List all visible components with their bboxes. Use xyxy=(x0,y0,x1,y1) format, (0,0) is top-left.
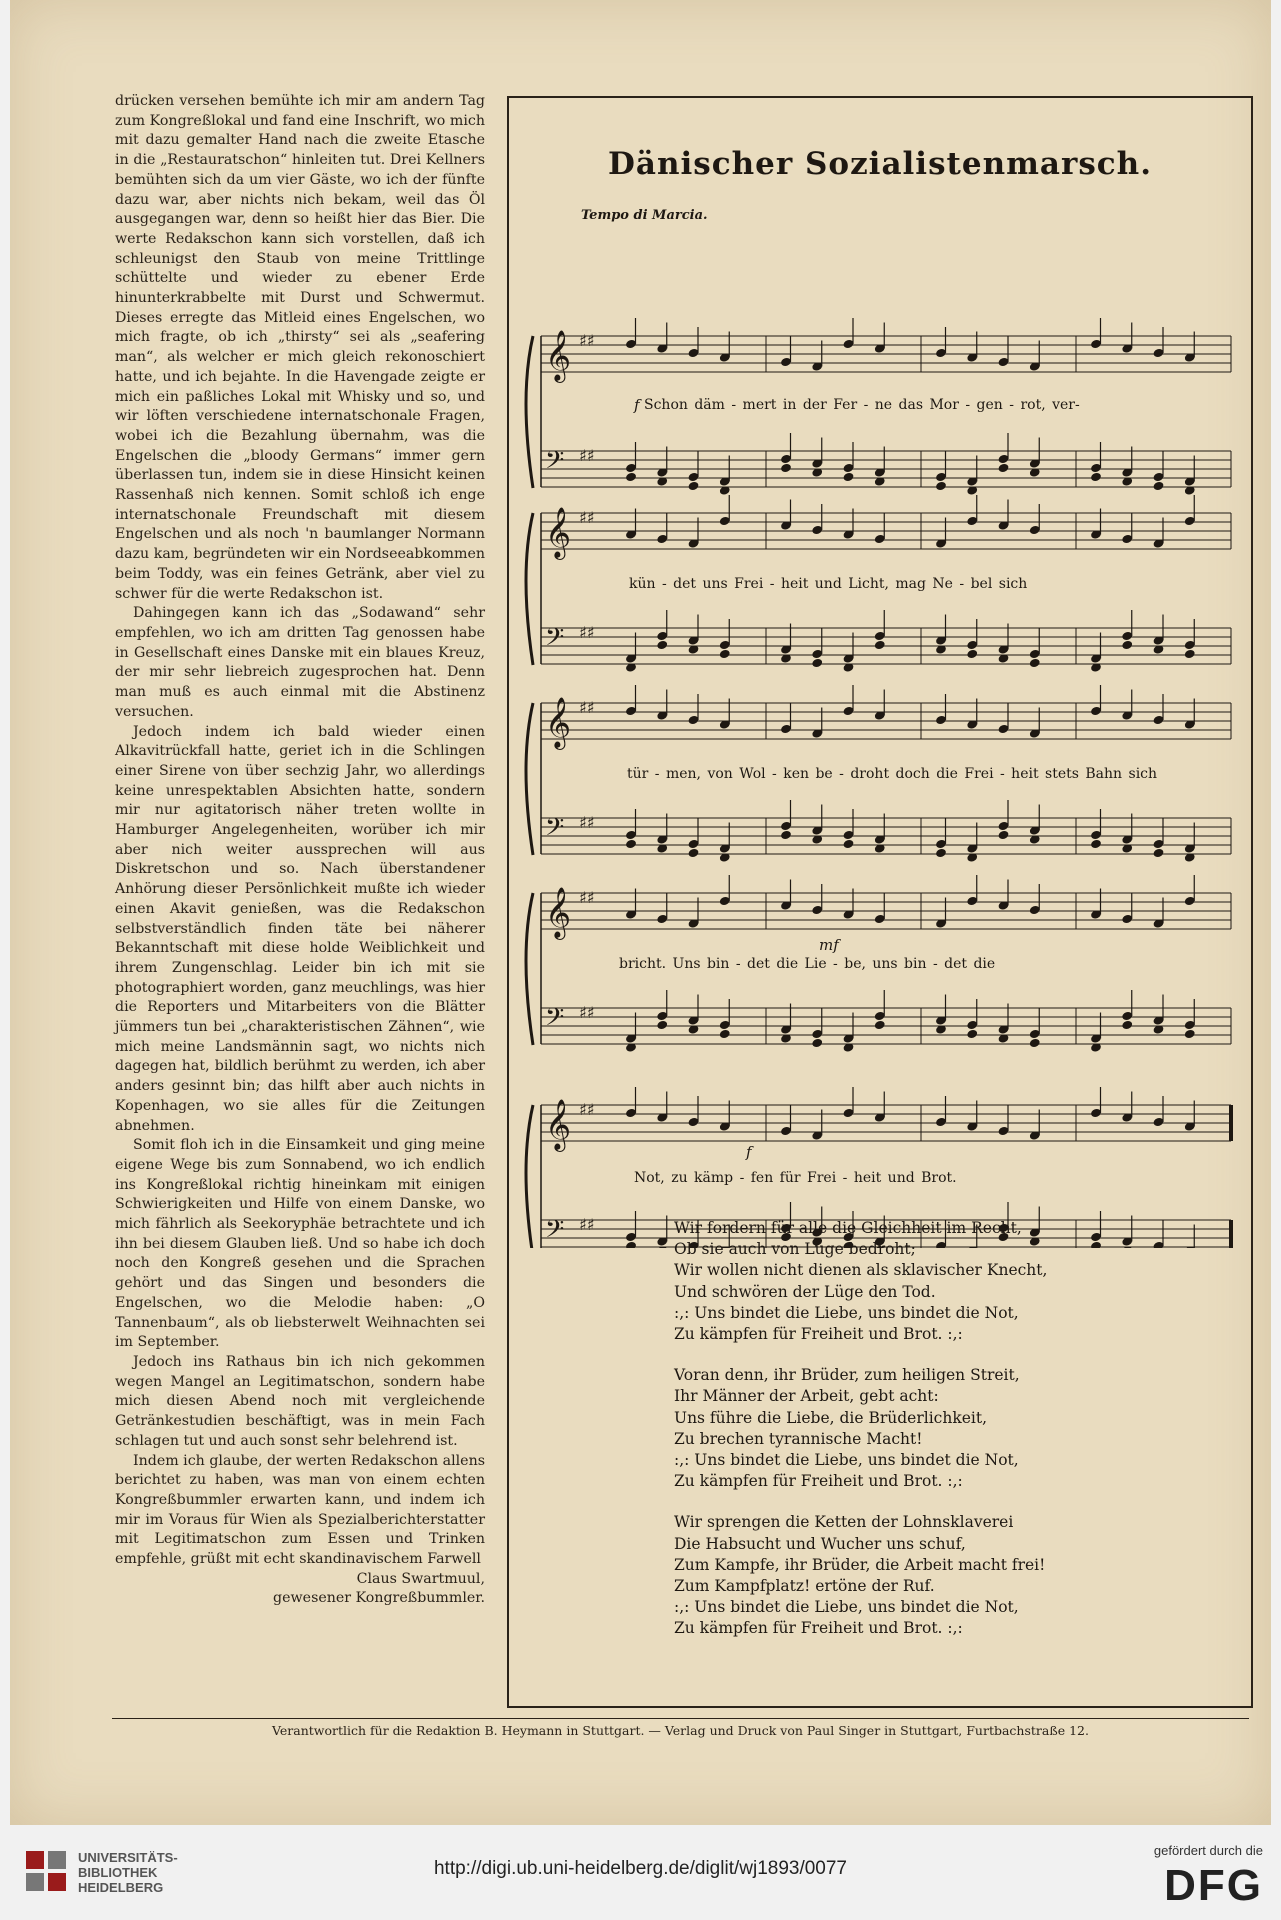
key-signature-sharp-icon: ♯♯ xyxy=(579,1215,595,1234)
chord-note-head xyxy=(1121,640,1133,651)
chord-note-head xyxy=(1153,848,1165,859)
chord-note-head xyxy=(1184,1029,1196,1040)
key-signature-sharp-icon: ♯♯ xyxy=(579,1003,595,1022)
library-name-line: BIBLIOTHEK xyxy=(78,1865,158,1880)
stanza xyxy=(674,1512,1194,1639)
chord-note-head xyxy=(719,1029,731,1040)
sheet-music xyxy=(509,228,1251,1248)
verse-line: Die Habsucht und Wucher uns schuf, xyxy=(674,1534,966,1553)
verse-line: Zu kämpfen für Freiheit und Brot. :,: xyxy=(674,1619,963,1638)
verse-line: :,: Uns bindet die Liebe, uns bindet die Not, xyxy=(674,1598,1019,1617)
verse-line: Uns führe die Liebe, die Brüderlichkeit, xyxy=(674,1408,988,1427)
verse-line: Ob sie auch von Lüge bedroht; xyxy=(674,1240,916,1259)
chord-note-head xyxy=(1121,1020,1133,1031)
library-name-line: UNIVERSITÄTS- xyxy=(78,1850,178,1865)
brace-mark xyxy=(526,703,533,855)
bass-clef-icon: 𝄢 xyxy=(545,813,565,848)
brace-mark xyxy=(526,893,533,1045)
key-signature-sharp-icon: ♯♯ xyxy=(579,446,595,465)
chord-note-head xyxy=(966,1029,978,1040)
chord-note-head xyxy=(935,481,947,492)
song-verses xyxy=(674,1218,1194,1660)
verse-line: Voran denn, ihr Brüder, zum heiligen Streit, xyxy=(674,1366,1020,1385)
viewer-bar xyxy=(0,1825,1281,1920)
chord-note-head xyxy=(998,830,1010,841)
lyrics-line: kün - det uns Frei - heit und Licht, mag Ne - bel sich xyxy=(629,576,1028,592)
dfg-logo[interactable]: DFG xyxy=(1164,1861,1263,1910)
chord-note-head xyxy=(966,649,978,660)
key-signature-sharp-icon: ♯♯ xyxy=(579,331,595,350)
brace-mark xyxy=(526,336,533,488)
key-signature-sharp-icon: ♯♯ xyxy=(579,698,595,717)
stanza xyxy=(674,1218,1194,1345)
chord-note-head xyxy=(656,1020,668,1031)
footer-rule xyxy=(112,1718,1249,1719)
key-signature-sharp-icon: ♯♯ xyxy=(579,508,595,527)
verse-line: Wir sprengen die Ketten der Lohnsklaverei xyxy=(674,1513,1014,1532)
article-paragraph: Somit floh ich in die Einsamkeit und ging meine eigene Wege bis zum Sonnabend, wo ich endlich ins Kongreßlokal richtig hineinkam mit einigen Schwierigkeiten und Hilfe von einem Danske, wo mich fährlich als Seekoryphäe betrachtete und ich ihn bei diesem Glauben ließ. Und so habe ich doch noch den Kongreß gesehen und die Sprachen gehört und das Singen und besonders die Engelschen, wo die Melodie haben: „O Tannenbaum“, als ob liebsterwelt Weihnachten sei im September. xyxy=(115,1137,485,1351)
newspaper-page xyxy=(10,0,1271,1825)
chord-note-head xyxy=(780,830,792,841)
treble-clef-icon: 𝄞 xyxy=(545,1099,572,1150)
key-signature-sharp-icon: ♯♯ xyxy=(579,888,595,907)
chord-note-head xyxy=(998,463,1010,474)
chord-note-head xyxy=(688,481,700,492)
treble-clef-icon: 𝄞 xyxy=(545,697,572,748)
chord-note-head xyxy=(935,848,947,859)
bass-clef-icon: 𝄢 xyxy=(545,446,565,481)
verse-line: Zu kämpfen für Freiheit und Brot. :,: xyxy=(674,1325,963,1344)
verse-line: Zu brechen tyrannische Macht! xyxy=(674,1429,923,1448)
verse-line: Und schwören der Lüge den Tod. xyxy=(674,1282,936,1301)
chord-note-head xyxy=(656,640,668,651)
chord-note-head xyxy=(1090,472,1102,483)
verse-line: Wir fordern für alle die Gleichheit im Recht, xyxy=(674,1219,1022,1237)
stanza xyxy=(674,1365,1194,1492)
library-name-line: HEIDELBERG xyxy=(78,1880,164,1895)
bass-clef-icon: 𝄢 xyxy=(545,623,565,658)
chord-note-head xyxy=(688,848,700,859)
treble-clef-icon: 𝄞 xyxy=(545,887,572,938)
treble-clef-icon: 𝄞 xyxy=(545,330,572,381)
key-signature-sharp-icon: ♯♯ xyxy=(579,623,595,642)
article-paragraph: Indem ich glaube, der werten Redakschon allens berichtet zu haben, was man von einem echten Kongreßbummler erwarten kann, und indem ich mir im Voraus für Wien als Spezialberichterstatter mit Legitimatschon zum Essen und Trinken empfehle, grüßt mit echt skandinavischem Farwell xyxy=(115,1452,485,1568)
chord-note-head xyxy=(625,472,637,483)
verse-line: Wir wollen nicht dienen als sklavischer Knecht, xyxy=(674,1261,1048,1280)
article-paragraph: drücken versehen bemühte ich mir am andern Tag zum Kongreßlokal und fand eine Inschrift, wo mich mit dazu gemalter Hand nach die zweite Etasche in die „Restauratschon“ hinleiten tut. Drei Kellners bemühten sich da um vier Gäste, wo ich der fünfte dazu war, aber nichts nich bekam, weil das Öl ausgegangen war, denn so heißt hier das Bier. Die werte Redakschon kann sich vorstellen, daß ich schleunigst den Staub von meine Trittlinge schüttelte und wieder zu ebener Erde hinunterkrabbelte mit Durst und Schwermut. Dieses erregte das Mitleid eines Engelschen, wo mich fragte, ob ich „thirsty“ sei als „seafering man“, als welcher er mich gleich rekonoschiert hatte, und ich bejahte. In die Havengade zeigte er mich ein paßliches Lokal mit Whisky und so, und wir löften verschiedene internatschonale Fragen, wobei ich die Bezahlung übernahm, was die Engelschen die „bloody Germans“ immer gern überlassen tun, indem sie in diese Hinsicht keinen Rassenhaß nich kennen. Somit schloß ich enge internatschonale Freundschaft mit diesem Engelschen und als noch 'n baumlanger Normann dazu kam, begründeten wir ein Nordseeabkommen beim Toddy, was ein feines Getränk, aber viel zu schwer für die werte Redakschon ist. xyxy=(115,93,485,602)
chord-note-head xyxy=(874,1020,886,1031)
song-box xyxy=(507,96,1253,1708)
chord-note-head xyxy=(1029,658,1041,669)
chord-note-head xyxy=(1090,839,1102,850)
chord-note-head xyxy=(1029,1038,1041,1049)
chord-note-head xyxy=(1153,481,1165,492)
dynamic-marking: f xyxy=(634,396,640,414)
signature-title: gewesener Kongreßbummler. xyxy=(273,1590,485,1607)
chord-note-head xyxy=(874,640,886,651)
tempo-marking: Tempo di Marcia. xyxy=(581,208,708,223)
chord-note-head xyxy=(719,649,731,660)
verse-line: Ihr Männer der Arbeit, gebt acht: xyxy=(674,1387,939,1406)
article-paragraph: Jedoch indem ich bald wieder einen Alkavitrückfall hatte, geriet ich in die Schlingen einer Sirene von über sechzig Jahr, wo allerdings keine unrespektablen Absichten hatte, sondern mir nur agitatorisch näher treten wollte in Hamburger Angelegenheiten, worüber ich mir aber nich weiter aussprechen will aus Diskretschon und so. Nach überstandener Anhörung dieser Persönlichkeit mußte ich wieder einen Akavit genießen, was die Redakschon selbstverständlich finden täte bei näherer Bekanntschaft mit diese holde Weiblichkeit und ihrem Zungenschlag. Leider bin ich mit sie photographiert worden, ganz meuchlings, was hier die Reporters und Mitarbeiters von die Blätter jümmers tun bei „charakteristischen Zähnen“, wie mich meine Landsmännin sagt, wo nichts nich dagegen hat, bildlich berühmt zu werden, ich aber anders gesinnt bin; das hilft aber auch nichts in Kopenhagen, wo sie alles für die Zeitungen abnehmen. xyxy=(115,723,485,1134)
chord-note-head xyxy=(780,463,792,474)
lyrics-line: Not, zu kämp - fen für Frei - heit und Brot. xyxy=(634,1170,957,1186)
verse-line: Zu kämpfen für Freiheit und Brot. :,: xyxy=(674,1472,963,1491)
sponsor-label: gefördert durch die xyxy=(1153,1843,1263,1858)
key-signature-sharp-icon: ♯♯ xyxy=(579,813,595,832)
key-signature-sharp-icon: ♯♯ xyxy=(579,1100,595,1119)
bass-clef-icon: 𝄢 xyxy=(545,1215,565,1248)
brace-mark xyxy=(526,513,533,665)
verse-line: Zum Kampfplatz! ertöne der Ruf. xyxy=(674,1577,935,1596)
verse-line: Zum Kampfe, ihr Brüder, die Arbeit macht frei! xyxy=(674,1555,1046,1574)
brace-mark xyxy=(526,1105,533,1248)
lyrics-line: Schon däm - mert in der Fer - ne das Mor - gen - rot, ver- xyxy=(644,397,1080,413)
music-systems xyxy=(526,318,1231,1248)
bass-clef-icon: 𝄢 xyxy=(545,1003,565,1038)
lyrics-line: bricht. Uns bin - det die Lie - be, uns bin - det die xyxy=(619,956,996,972)
verse-line: :,: Uns bindet die Liebe, uns bindet die Not, xyxy=(674,1451,1019,1470)
article-paragraph: Dahingegen kann ich das „Sodawand“ sehr empfehlen, wo ich am dritten Tag genossen habe in Gesellschaft eines Danske mit ein blaues Kreuz, der mir sehr liebreich zugesprochen hat. Denn man muß es auch einmal mit die Abstinenz versuchen. xyxy=(115,605,485,720)
chord-note-head xyxy=(1184,649,1196,660)
treble-clef-icon: 𝄞 xyxy=(545,507,572,558)
chord-note-head xyxy=(625,839,637,850)
chord-note-head xyxy=(811,658,823,669)
imprint-footer: Verantwortlich für die Redaktion B. Heymann in Stuttgart. — Verlag und Druck von Paul Singer in Stuttgart, Furtbachstraße 12. xyxy=(272,1723,1089,1738)
chord-note-head xyxy=(843,839,855,850)
signature-name: Claus Swartmuul, xyxy=(356,1570,485,1587)
document-url[interactable]: http://digi.ub.uni-heidelberg.de/diglit/wj1893/0077 xyxy=(433,1858,848,1879)
dynamic-marking: f xyxy=(746,1143,752,1161)
chord-note-head xyxy=(843,472,855,483)
chord-note-head xyxy=(625,1241,637,1248)
dynamic-marking: mf xyxy=(819,936,839,954)
chord-note-head xyxy=(811,1038,823,1049)
lyrics-line: tür - men, von Wol - ken be - droht doch die Frei - heit stets Bahn sich xyxy=(627,766,1158,782)
verse-line: :,: Uns bindet die Liebe, uns bindet die Not, xyxy=(674,1303,1019,1322)
article-column xyxy=(115,92,485,1609)
song-title: Dänischer Sozialistenmarsch. xyxy=(608,146,1152,182)
article-paragraph: Jedoch ins Rathaus bin ich nich gekommen wegen Mangel an Legitimatschon, sondern habe mich diesen Abend noch mit vergleichende Getränkestudien beschäftigt, was in mein Fach schlagen tut und auch sonst sehr belehrend ist. xyxy=(115,1354,485,1449)
